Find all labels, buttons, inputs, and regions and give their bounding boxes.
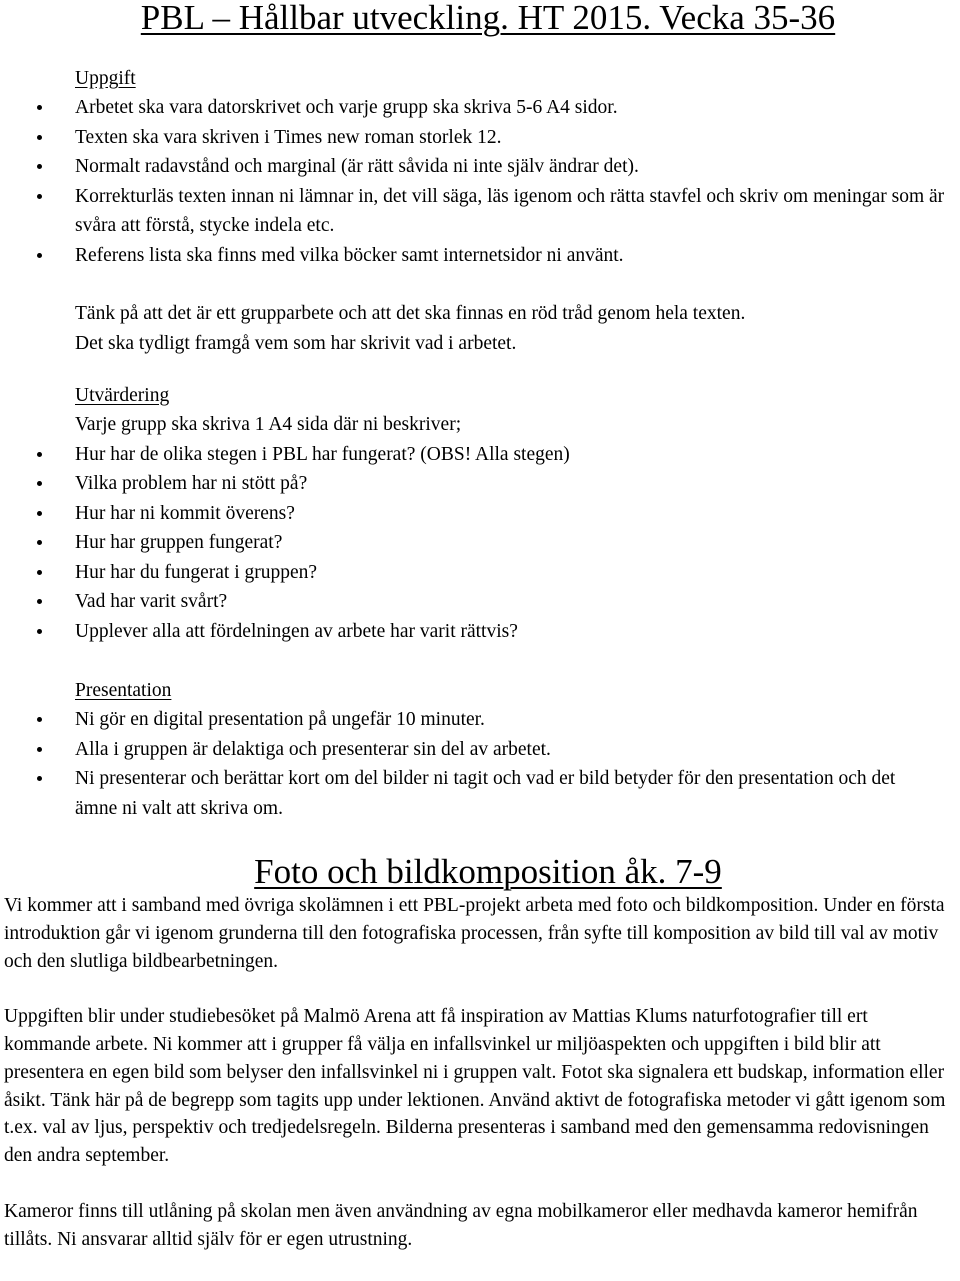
utvardering-list: [75, 440, 955, 647]
uppgift-section: [75, 64, 955, 358]
list-item: Upplever alla att fördelningen av arbete har varit rättvis?: [75, 617, 955, 647]
list-item: Ni gör en digital presentation på ungefär 10 minuter.: [75, 705, 955, 735]
bullet-icon: [37, 253, 42, 258]
list-item: Ni presenterar och berättar kort om del bilder ni tagit och vad er bild betyder för den presentation och det ämne ni valt att skriva om.: [75, 764, 905, 823]
list-item: Referens lista ska finns med vilka böcker samt internetsidor ni använt.: [75, 241, 955, 271]
presentation-heading: Presentation: [75, 680, 172, 701]
utvardering-intro: Varje grupp ska skriva 1 A4 sida där ni beskriver;: [75, 414, 462, 435]
bullet-icon: [37, 105, 42, 110]
list-item: Korrekturläs texten innan ni lämnar in, det vill säga, läs igenom och rätta stavfel och skriv om meningar som är svåra att förstå, stycke indela etc.: [75, 182, 953, 241]
list-item: Vad har varit svårt?: [75, 587, 955, 617]
bullet-icon: [37, 135, 42, 140]
uppgift-heading: Uppgift: [75, 68, 136, 89]
list-item: Texten ska vara skriven i Times new roman storlek 12.: [75, 123, 955, 153]
bullet-icon: [37, 452, 42, 457]
bullet-icon: [37, 511, 42, 516]
list-item: Alla i gruppen är delaktiga och presenterar sin del av arbetet.: [75, 735, 955, 765]
bullet-icon: [37, 717, 42, 722]
foto-paragraph-2: Uppgiften blir under studiebesöket på Malmö Arena att få inspiration av Mattias Klums naturfotografier till ert kommande arbete. Ni kommer att i grupper få välja en infallsvinkel ur miljöaspekten och uppgiften i bild blir att presentera en egen bild som belyser den infallsvinkel ni i gruppen valt. Fotot ska signalera ett budskap, information eller åsikt. Tänk här på de begrepp som tagits upp under lektionen. Använd aktivt de fotografiska metoder vi gått igenom som t.ex. val av ljus, perspektiv och tredjedelsregeln. Bilderna presenteras i samband med den gemensamma redovisningen den andra september.: [4, 1006, 946, 1167]
list-item: Normalt radavstånd och marginal (är rätt såvida ni inte själv ändrar det).: [75, 152, 955, 182]
foto-paragraph-1: Vi kommer att i samband med övriga skolämnen i ett PBL-projekt arbeta med foto och bildkomposition. Under en första introduktion går vi igenom grunderna till den fotografiska processen, från syfte till komposition av bild till val av motiv och den slutliga bildbearbetningen.: [4, 895, 945, 972]
foto-paragraph-3: Kameror finns till utlåning på skolan men även användning av egna mobilkameror eller medhavda kameror hemifrån tillåts. Ni ansvarar alltid själv för er egen utrustning.: [4, 1200, 918, 1250]
bullet-icon: [37, 599, 42, 604]
uppgift-list: [75, 93, 955, 270]
list-item: Hur har de olika stegen i PBL har fungerat? (OBS! Alla stegen): [75, 440, 955, 470]
uppgift-note-line-2: Det ska tydligt framgå vem som har skrivit vad i arbetet.: [75, 332, 517, 354]
bullet-icon: [37, 747, 42, 752]
utvardering-heading: Utvärdering: [75, 385, 170, 406]
bullet-icon: [37, 776, 42, 781]
uppgift-note-line-1: Tänk på att det är ett grupparbete och att det ska finnas en röd tråd genom hela texten.: [75, 303, 746, 324]
section-title: Foto och bildkomposition åk. 7-9: [254, 852, 722, 891]
foto-body: [4, 892, 959, 1253]
list-item: Hur har ni kommit överens?: [75, 499, 955, 529]
list-item: Vilka problem har ni stött på?: [75, 469, 955, 499]
presentation-section: [75, 676, 955, 823]
presentation-list: [75, 705, 955, 823]
page-title: PBL – Hållbar utveckling. HT 2015. Vecka 35-36: [140, 0, 836, 37]
bullet-icon: [37, 629, 42, 634]
bullet-icon: [37, 481, 42, 486]
bullet-icon: [37, 164, 42, 169]
list-item: Hur har gruppen fungerat?: [75, 528, 955, 558]
bullet-icon: [37, 540, 42, 545]
utvardering-section: [75, 381, 955, 646]
list-item: Arbetet ska vara datorskrivet och varje grupp ska skriva 5-6 A4 sidor.: [75, 93, 955, 123]
bullet-icon: [37, 194, 42, 199]
list-item: Hur har du fungerat i gruppen?: [75, 558, 955, 588]
bullet-icon: [37, 570, 42, 575]
